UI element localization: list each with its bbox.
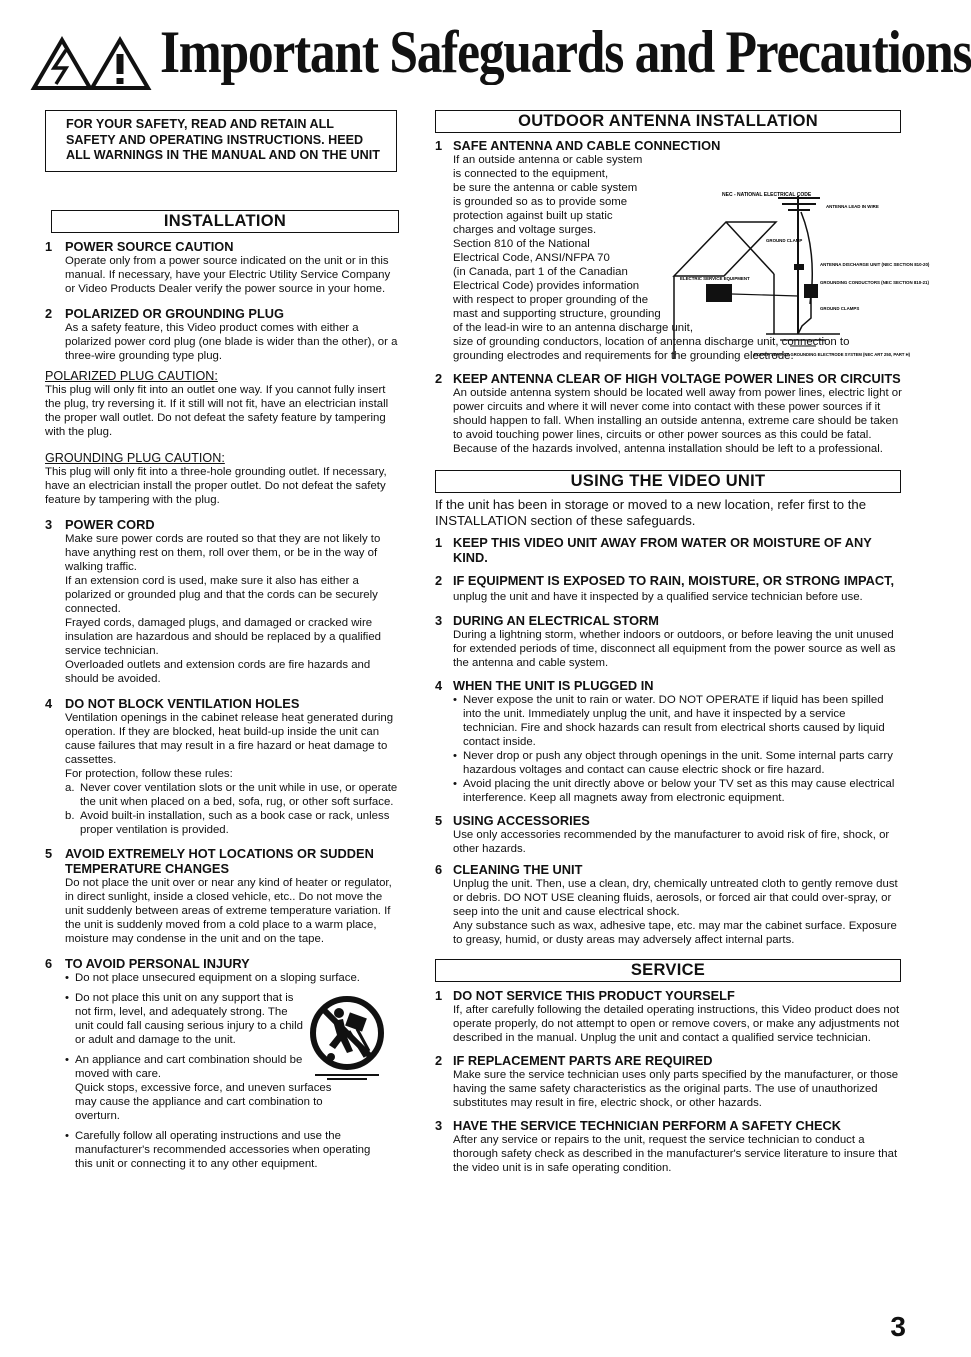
hot-locations-title: 5 AVOID EXTREMELY HOT LOCATIONS OR SUDDEN TEMPERATURE CHANGES xyxy=(45,845,374,876)
diagram-label-discharge: ANTENNA DISCHARGE UNIT (NEC SECTION 810-20) xyxy=(820,262,930,267)
power-cord-p4: Overloaded outlets and extension cords are fire hazards and should be avoided. xyxy=(65,658,371,685)
service-parts-title: 2 IF REPLACEMENT PARTS ARE REQUIRED xyxy=(435,1053,713,1068)
water-title: 1 KEEP THIS VIDEO UNIT AWAY FROM WATER OR MOISTURE OF ANY KIND. xyxy=(435,535,872,565)
cleaning-text: Unplug the unit. Then, use a clean, dry, chemically untreated cloth to gently remove dust or debris. DO NOT USE cleaning fluids, aerosols, or forced air that could over-spray, or seep into the unit and cause electrical shock. xyxy=(453,878,898,918)
storm-title: 3 DURING AN ELECTRICAL STORM xyxy=(435,613,659,628)
cart-block xyxy=(45,991,400,1123)
plugged-bullet-3: • Avoid placing the unit directly above or below your TV set as this may cause electrical interference. Keep all magnets away from electronic equipment. xyxy=(453,778,895,804)
storm-text: During a lightning storm, whether indoors or outdoors, or before leaving the unit unused for extended periods of time, disconnect all equipment from the power source as well as the antenna and cable system. xyxy=(453,629,896,669)
hot-locations-text: Do not place the unit over or near any kind of heater or regulator, in direct sunlight, inside a closed vehicle, etc.. Do not move the unit suddenly between areas of extreme temperature variation. If the unit is suddenly moved from a cold place to a warm place, moisture may condense in the unit and on the tape. xyxy=(65,876,392,945)
power-cord-title: 3 POWER CORD xyxy=(45,516,155,532)
antenna-grounding-diagram xyxy=(670,184,930,362)
injury-bullet-3b: Quick stops, excessive force, and uneven surfaces may cause the appliance and cart combination to overturn. xyxy=(75,1081,332,1122)
polarized-text: As a safety feature, this Video product comes with either a polarized power cord plug (one blade is wider than the other), or a three-wire grounding type plug. xyxy=(65,321,398,362)
polarized-caution-text: This plug will only fit into an outlet one way. If you cannot fully insert the plug, try reversing it. If it still will not fit, have an electrician install the proper wall outlet. Do not defeat the safety feature by tampering with the plug. xyxy=(45,383,389,438)
grounding-caution-text: This plug will only fit into a three-hole grounding outlet. If necessary, have an electrician install the proper outlet. Do not defeat the safety feature by tampering with the plug. xyxy=(45,465,387,506)
diagram-label-nec: NEC - NATIONAL ELECTRICAL CODE xyxy=(722,192,812,198)
diagram-label-lead: ANTENNA LEAD IN WIRE xyxy=(826,204,879,209)
power-cord-p1: Make sure power cords are routed so that they are not likely to have anything rest on them, roll over them, or be in the way of walking traffic. xyxy=(65,532,381,573)
plugged-bullet-2: • Never drop or push any object through openings in the unit. Some internal parts carry hazardous voltages and contact can cause electric shock or fire hazard. xyxy=(453,750,893,776)
diagram-label-clamps: GROUND CLAMPS xyxy=(820,306,860,311)
accessories-title: 5 USING ACCESSORIES xyxy=(435,813,590,828)
accessories-text: Use only accessories recommended by the manufacturer to avoid risk of fire, shock, or other hazards. xyxy=(453,829,890,855)
service-yourself-text: If, after carefully following the detailed operating instructions, this Video product does not operate properly, do not attempt to open or remove covers, or make any adjustments not described in the manual. Unplug the unit and contact a qualified service technician. xyxy=(453,1004,900,1044)
cleaning-title: 6 CLEANING THE UNIT xyxy=(435,862,583,877)
warning-symbols-icon xyxy=(30,36,155,91)
injury-bullet-1: • Do not place unsecured equipment on a sloping surface. xyxy=(65,971,360,984)
video-unit-heading: USING THE VIDEO UNIT xyxy=(435,470,901,493)
injury-bullet-4: • Carefully follow all operating instructions and use the manufacturer's recommended accessories when operating this unit or connecting it to any other equipment. xyxy=(65,1129,371,1170)
left-column xyxy=(45,110,400,1171)
diagram-label-conductors: GROUNDING CONDUCTORS (NEC SECTION 810-21) xyxy=(820,280,929,285)
rain-title: 2 IF EQUIPMENT IS EXPOSED TO RAIN, MOISTURE, OR STRONG IMPACT, unplug the unit and have it inspected by a qualified service technician before use. xyxy=(435,573,895,603)
video-unit-intro: If the unit has been in storage or moved to a new location, refer first to the INSTALLATION section of these safeguards. xyxy=(435,497,867,528)
antenna-safe-rest: size of grounding conductors, location of antenna discharge unit, connection to grounding electrodes and requirements for the grounding electrode. xyxy=(453,336,850,362)
polarized-caution-title: POLARIZED PLUG CAUTION: xyxy=(45,368,218,383)
cleaning-text-2: Any substance such as wax, adhesive tape, etc. may mar the cabinet surface. Exposure to greasy, humid, or dusty areas may adversely affect internal parts. xyxy=(453,920,897,946)
safety-intro-box: FOR YOUR SAFETY, READ AND RETAIN ALL SAFETY AND OPERATING INSTRUCTIONS. HEED ALL WARNINGS IN THE MANUAL AND ON THE UNIT xyxy=(45,110,397,172)
service-parts-text: Make sure the service technician uses only parts specified by the manufacturer, or those having the same safety characteristics as the original parts. The use of unauthorized substitutes may result in fire, electric shock, or other hazards. xyxy=(453,1069,899,1109)
diagram-label-electrode: POWER SERVICE GROUNDING ELECTRODE SYSTEM (NEC ART 250, PART H) xyxy=(754,352,911,357)
antenna-clear-text: An outside antenna system should be located well away from power lines, electric light or power circuits and where it will never come into contact with these power sources if it should happen to fall. When installing an outside antenna, extreme care should be taken to avoid touching power lines, circuits or other power sources as this could be fatal. Because of the hazards involved, antenna installation should be left to a professional. xyxy=(453,387,902,455)
service-check-text: After any service or repairs to the unit, request the service technician to conduct a thorough safety check as described in the manufacturer's service literature to insure that the video unit is in safe operating condition. xyxy=(453,1134,898,1174)
page-number: 3 xyxy=(890,1311,906,1342)
power-source-text: Operate only from a power source indicated on the unit or in this manual. If necessary, have your Electric Utility Service Company or Video Products Dealer verify the power source in your home. xyxy=(65,254,391,295)
grounding-caution-title: GROUNDING PLUG CAUTION: xyxy=(45,450,225,465)
diagram-label-clamp: GROUND CLAMP xyxy=(766,238,803,243)
service-heading: SERVICE xyxy=(435,959,901,982)
cart-warning-icon xyxy=(307,991,387,1083)
ventilation-title: 4 DO NOT BLOCK VENTILATION HOLES xyxy=(45,695,300,711)
diagram-label-service: ELECTRIC SERVICE EQUIPMENT xyxy=(680,276,750,281)
antenna-safe-title: 1 SAFE ANTENNA AND CABLE CONNECTION xyxy=(435,138,721,153)
installation-heading: INSTALLATION xyxy=(51,210,399,233)
antenna-safe-lines: If an outside antenna or cable system is connected to the equipment, be sure the antenna or cable system is grounded so as to provide some protection against built up static charges and voltage surges. Section 810 of the National Electrical Code, ANSI/NFPA 70 (in Canada, part 1 of the Canadian Electrical Code) provides information with respect to proper grounding of the mast and supporting structure, grounding of the lead-in wire to an antenna discharge unit, xyxy=(453,154,693,334)
plugged-title: 4 WHEN THE UNIT IS PLUGGED IN xyxy=(435,678,654,693)
service-yourself-title: 1 DO NOT SERVICE THIS PRODUCT YOURSELF xyxy=(435,988,735,1003)
power-source-title: 1 POWER SOURCE CAUTION xyxy=(45,238,234,254)
service-check-title: 3 HAVE THE SERVICE TECHNICIAN PERFORM A SAFETY CHECK xyxy=(435,1118,841,1133)
ventilation-rule-a: a. Never cover ventilation slots or the unit while in use, or operate the unit when placed on a bed, sofa, rug, or other soft surface. xyxy=(65,781,398,808)
ventilation-follow: For protection, follow these rules: xyxy=(65,767,233,780)
polarized-title: 2 POLARIZED OR GROUNDING PLUG xyxy=(45,305,284,321)
page-header xyxy=(30,19,971,92)
personal-injury-title: 6 TO AVOID PERSONAL INJURY xyxy=(45,955,250,971)
ventilation-rule-b: b. Avoid built-in installation, such as a book case or rack, unless proper ventilation is provided. xyxy=(65,809,390,836)
power-cord-p3: Frayed cords, damaged plugs, and damaged or cracked wire insulation are hazardous and should be replaced by a qualified service technician. xyxy=(65,616,381,657)
antenna-safe-block xyxy=(435,138,930,363)
injury-bullet-3: • An appliance and cart combination should be moved with care. xyxy=(65,1053,303,1080)
power-cord-p2: If an extension cord is used, make sure it also has either a polarized or grounded plug and that the cords can be securely connected. xyxy=(65,574,378,615)
plugged-bullet-1: • Never expose the unit to rain or water. DO NOT OPERATE if liquid has been spilled into the unit. Immediately unplug the unit, and have it inspected by a service technician. Fire and shock hazards can result from electrical shorts caused by liquid contact inside. xyxy=(453,694,885,748)
antenna-heading: OUTDOOR ANTENNA INSTALLATION xyxy=(435,110,901,133)
ventilation-text: Ventilation openings in the cabinet release heat generated during operation. If they are blocked, heat build-up inside the unit can cause failures that may result in a fire hazard or heat damage to cassettes. xyxy=(65,711,394,766)
page-title: Important Safeguards and Precautions xyxy=(160,19,971,85)
injury-bullet-2: • Do not place this unit on any support that is not firm, level, and adequately strong. The unit could fall causing serious injury to a child or adult and damage to the unit. xyxy=(65,991,303,1046)
antenna-clear-title: 2 KEEP ANTENNA CLEAR OF HIGH VOLTAGE POWER LINES OR CIRCUITS xyxy=(435,371,901,386)
right-column xyxy=(435,110,930,1175)
